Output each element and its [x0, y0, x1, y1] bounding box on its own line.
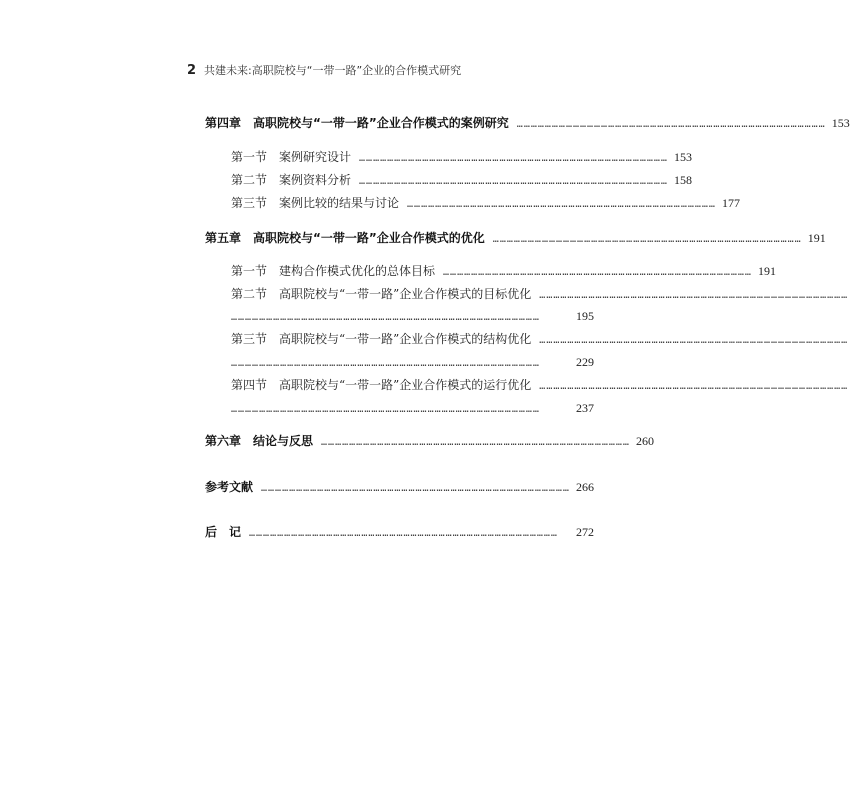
toc-entry-chapter-4: [205, 115, 850, 133]
dot-leader: ……………………………………………………………………………………………………………………: [407, 199, 716, 210]
section-number: 第二节: [231, 173, 268, 187]
toc-entry-continuation: [231, 354, 594, 372]
references-title: 参考文献: [205, 480, 254, 494]
page-number: 2: [187, 63, 197, 78]
dot-leader: ……………………………………………………………………………………………………………………: [231, 358, 540, 369]
toc-entry-chapter-6: [205, 433, 654, 451]
dot-leader: ……………………………………………………………………………………………………………………: [539, 335, 849, 346]
section-number: 第一节: [231, 264, 268, 278]
page-ref: 158: [673, 173, 692, 187]
toc-entry-continuation: [231, 308, 594, 326]
dot-leader: ……………………………………………………………………………………………………………………: [249, 528, 558, 539]
section-title: 高职院校与“一带一路”企业合作模式的运行优化: [279, 378, 532, 392]
dot-leader: ……………………………………………………………………………………………………………………: [231, 312, 540, 323]
section-title: 高职院校与“一带一路”企业合作模式的结构优化: [279, 332, 532, 346]
dot-leader: ……………………………………………………………………………………………………………………: [539, 290, 849, 301]
section-title: 建构合作模式优化的总体目标: [279, 264, 436, 278]
chapter-number: 第五章: [205, 231, 242, 245]
page-ref: 266: [576, 480, 594, 494]
chapter-title: 高职院校与“一带一路”企业合作模式的优化: [253, 231, 485, 245]
toc-entry-afterword: [205, 524, 594, 542]
toc-entry-references: [205, 479, 594, 497]
toc-entry-section: [231, 286, 849, 304]
dot-leader: ……………………………………………………………………………………………………………………: [261, 483, 570, 494]
page-ref: 191: [757, 264, 776, 278]
dot-leader: ……………………………………………………………………………………………………………………: [492, 234, 802, 245]
toc-entry-section: [231, 172, 692, 190]
section-number: 第二节: [231, 287, 268, 301]
running-head: [187, 62, 461, 78]
afterword-title: 后 记: [205, 525, 242, 539]
dot-leader: ……………………………………………………………………………………………………………………: [231, 404, 540, 415]
toc-entry-section: [231, 331, 849, 349]
chapter-title: 结论与反思: [253, 434, 314, 448]
chapter-title: 高职院校与“一带一路”企业合作模式的案例研究: [253, 116, 509, 130]
toc-entry-chapter-5: [205, 230, 826, 248]
dot-leader: ……………………………………………………………………………………………………………………: [539, 381, 849, 392]
section-title: 案例研究设计: [279, 150, 352, 164]
page-ref: 272: [576, 525, 594, 539]
page-ref: 177: [721, 196, 740, 210]
page-ref: 237: [576, 401, 594, 415]
toc-entry-section: [231, 195, 740, 213]
page-ref: 153: [673, 150, 692, 164]
section-title: 高职院校与“一带一路”企业合作模式的目标优化: [279, 287, 532, 301]
dot-leader: ……………………………………………………………………………………………………………………: [516, 119, 826, 130]
toc-entry-section: [231, 263, 776, 281]
toc-entry-section: [231, 149, 692, 167]
section-title: 案例比较的结果与讨论: [279, 196, 400, 210]
chapter-number: 第四章: [205, 116, 242, 130]
dot-leader: ……………………………………………………………………………………………………………………: [359, 153, 668, 164]
dot-leader: ……………………………………………………………………………………………………………………: [359, 176, 668, 187]
toc-entry-continuation: [231, 400, 594, 418]
section-number: 第三节: [231, 332, 268, 346]
toc-entry-section: [231, 377, 849, 395]
page-ref: 260: [635, 434, 654, 448]
chapter-number: 第六章: [205, 434, 242, 448]
dot-leader: ……………………………………………………………………………………………………………………: [443, 267, 752, 278]
page-ref: 195: [576, 309, 594, 323]
section-title: 案例资料分析: [279, 173, 352, 187]
book-title: 共建未来:高职院校与“一带一路”企业的合作模式研究: [204, 64, 462, 77]
section-number: 第一节: [231, 150, 268, 164]
dot-leader: ……………………………………………………………………………………………………………………: [321, 437, 630, 448]
section-number: 第三节: [231, 196, 268, 210]
page-ref: 191: [807, 231, 826, 245]
section-number: 第四节: [231, 378, 268, 392]
page-ref: 153: [831, 116, 850, 130]
page-ref: 229: [576, 355, 594, 369]
